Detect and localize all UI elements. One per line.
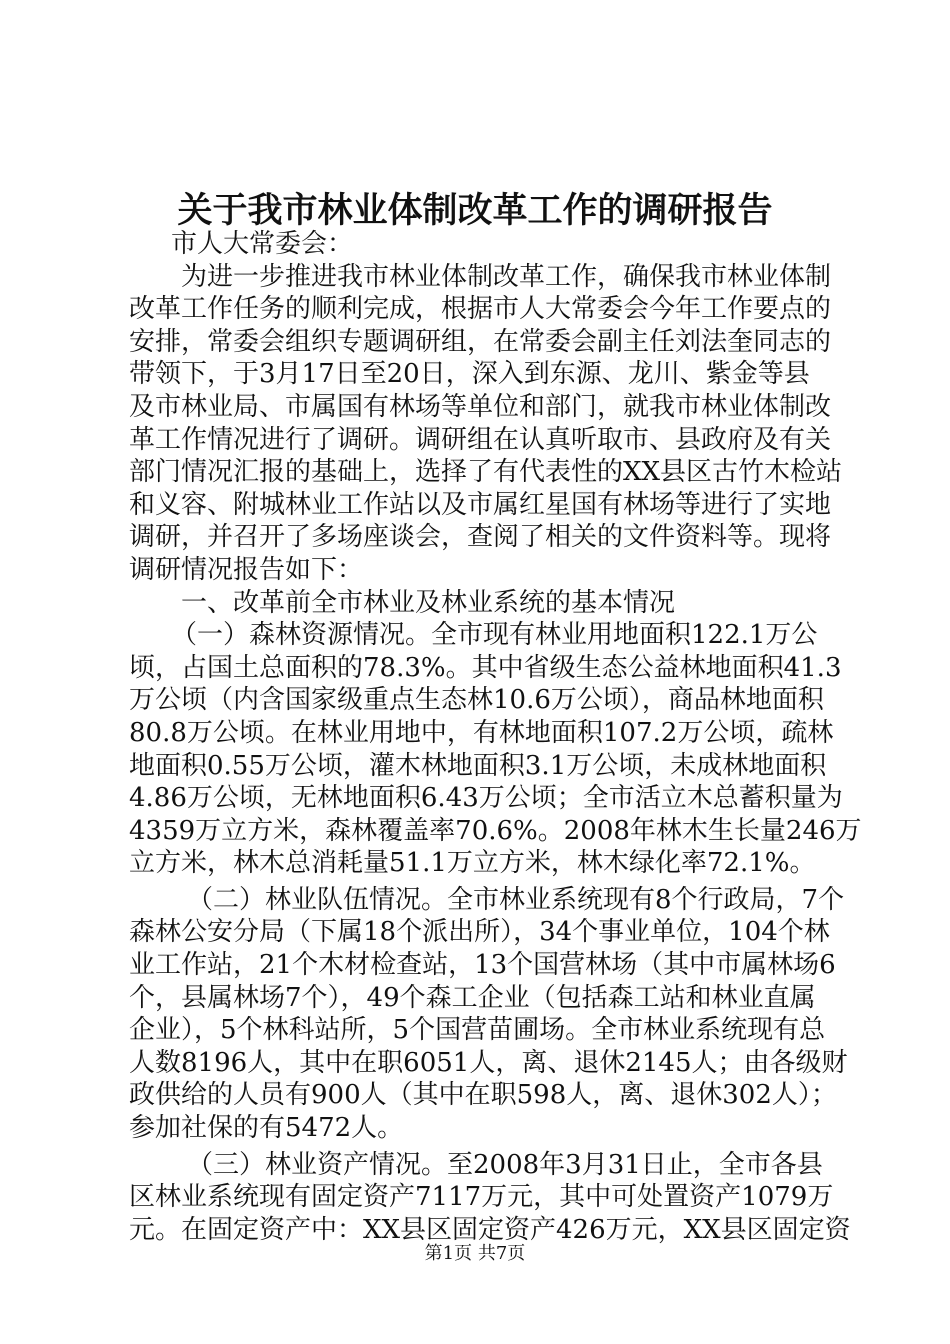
paragraph-line: 业工作站，21个木材检查站，13个国营林场（其中市属林场6 [129, 950, 836, 981]
section-heading: 一、改革前全市林业及林业系统的基本情况 [181, 587, 676, 618]
paragraph-line: 及市林业局、市属国有林场等单位和部门，就我市林业体制改 [129, 391, 832, 422]
paragraph-line: 森林公安分局（下属18个派出所），34个事业单位，104个林 [129, 917, 830, 948]
paragraph-line: 顷，占国土总面积的78.3%。其中省级生态公益林地面积41.3 [129, 652, 842, 683]
paragraph-line: 80.8万公顷。在林业用地中，有林地面积107.2万公顷，疏林 [129, 717, 834, 748]
paragraph-line: 革工作情况进行了调研。调研组在认真听取市、县政府及有关 [129, 424, 832, 455]
paragraph-line: 元。在固定资产中：XX县区固定资产426万元，XX县区固定资 [129, 1214, 851, 1245]
paragraph-line: 区林业系统现有固定资产7117万元，其中可处置资产1079万 [129, 1182, 834, 1213]
paragraph-line: 安排，常委会组织专题调研组，在常委会副主任刘法奎同志的 [129, 326, 832, 357]
paragraph-line: 企业），5个林科站所，5个国营苗圃场。全市林业系统现有总 [129, 1015, 826, 1046]
paragraph-line: （二）林业队伍情况。全市林业系统现有8个行政局，7个 [187, 884, 845, 915]
paragraph-line: 为进一步推进我市林业体制改革工作，确保我市林业体制 [181, 261, 832, 292]
paragraph-line: 人数8196人，其中在职6051人，离、退休2145人；由各级财 [129, 1047, 848, 1078]
paragraph-line: 带领下，于3月17日至20日，深入到东源、龙川、紫金等县 [129, 359, 810, 390]
paragraph-line: 和义容、附城林业工作站以及市属红星国有林场等进行了实地 [129, 489, 832, 520]
paragraph-line: 改革工作任务的顺利完成，根据市人大常委会今年工作要点的 [129, 294, 832, 325]
paragraph-line: 部门情况汇报的基础上，选择了有代表性的XX县区古竹木检站 [129, 457, 843, 488]
paragraph-line: （三）林业资产情况。至2008年3月31日止，全市各县 [187, 1149, 823, 1180]
paragraph-line: 参加社保的有5472人。 [129, 1113, 404, 1144]
paragraph-line: 立方米，林木总消耗量51.1万立方米，林木绿化率72.1%。 [129, 848, 816, 879]
paragraph-line: 万公顷（内含国家级重点生态林10.6万公顷），商品林地面积 [129, 685, 824, 716]
paragraph-line: 地面积0.55万公顷，灌木林地面积3.1万公顷，未成林地面积 [129, 750, 827, 781]
paragraph-line: （一）森林资源情况。全市现有林业用地面积122.1万公 [171, 620, 818, 651]
paragraph-line: 调研，并召开了多场座谈会，查阅了相关的文件资料等。现将 [129, 522, 832, 553]
paragraph-line: 4.86万公顷，无林地面积6.43万公顷；全市活立木总蓄积量为 [129, 783, 843, 814]
paragraph-line: 个，县属林场7个），49个森工企业（包括森工站和林业直属 [129, 982, 816, 1013]
document-title: 关于我市林业体制改革工作的调研报告 [177, 190, 773, 231]
salutation-line: 市人大常委会： [171, 229, 354, 259]
paragraph-line: 4359万立方米，森林覆盖率70.6%。2008年林木生长量246万 [129, 815, 862, 846]
paragraph-line: 调研情况报告如下： [129, 554, 364, 585]
paragraph-line: 政供给的人员有900人（其中在职598人，离、退休302人）； [129, 1080, 837, 1111]
document-body [129, 228, 862, 1246]
page-number-footer: 第1页 共7页 [424, 1243, 526, 1264]
